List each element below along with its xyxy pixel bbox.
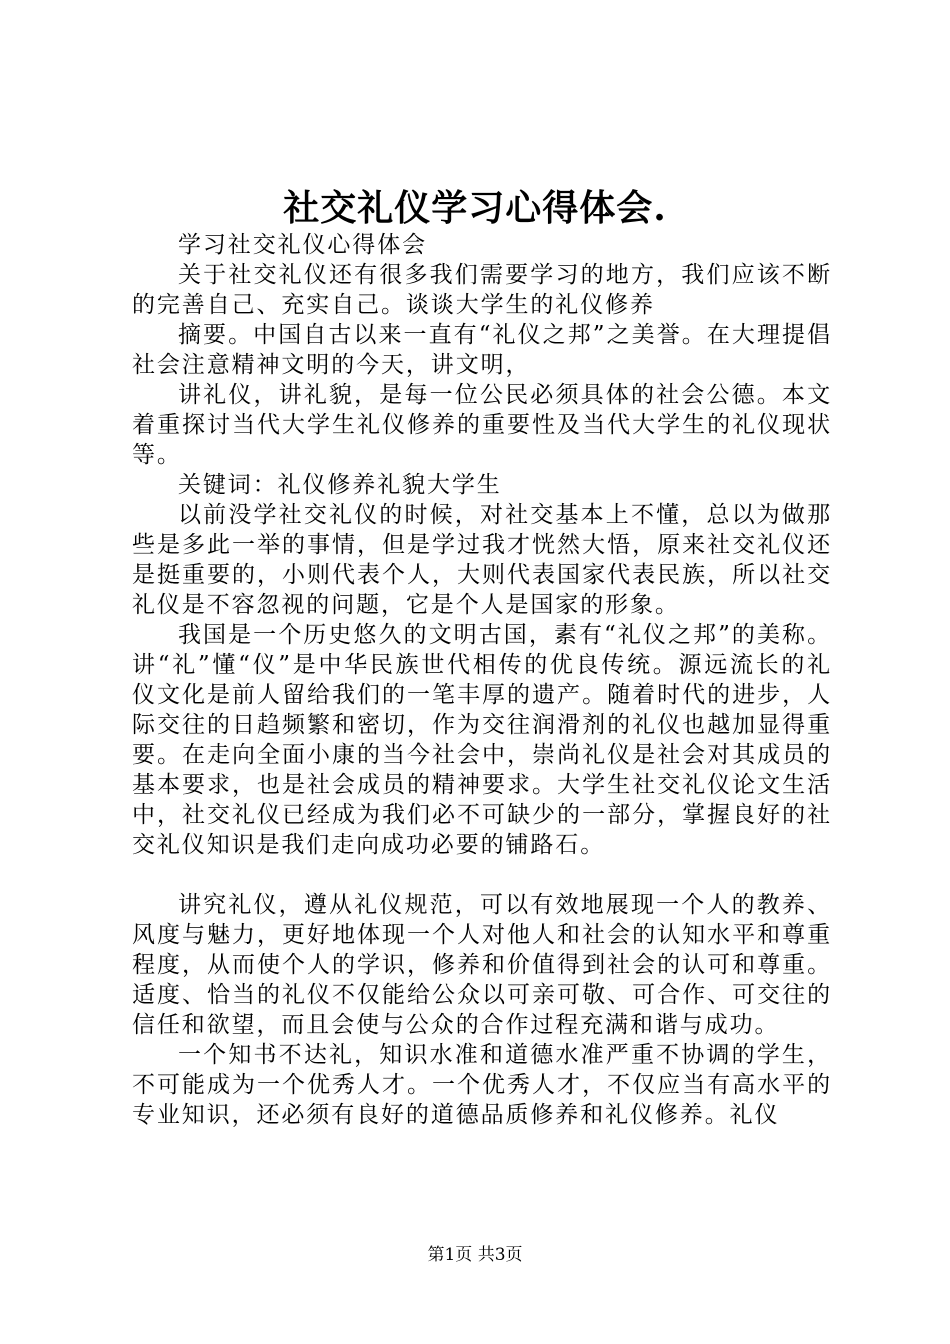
page-footer: 第1页 共3页 <box>427 1245 523 1265</box>
body-paragraph: 一个知书不达礼，知识水准和道德水准严重不协调的学生，不可能成为一个优秀人才。一个优秀人才，不仅应当有高水平的专业知识，还必须有良好的道德品质修养和礼仪修养。礼仪 <box>132 1042 832 1128</box>
body-paragraph: 我国是一个历史悠久的文明古国，素有“礼仪之邦”的美称。讲“礼”懂“仪”是中华民族世代相传的优良传统。源远流长的礼仪文化是前人留给我们的一笔丰厚的遗产。随着时代的进步，人际交往的日趋频繁和密切，作为交往润滑剂的礼仪也越加显得重要。在走向全面小康的当今社会中，崇尚礼仪是社会对其成员的基本要求，也是社会成员的精神要求。大学生社交礼仪论文生活中，社交礼仪已经成为我们必不可缺少的一部分，掌握良好的社交礼仪知识是我们走向成功必要的铺路石。 <box>132 622 832 858</box>
document-body <box>132 230 832 1130</box>
body-paragraph: 关于社交礼仪还有很多我们需要学习的地方，我们应该不断的完善自己、充实自己。谈谈大学生的礼仪修养 <box>132 262 832 318</box>
body-paragraph: 以前没学社交礼仪的时候，对社交基本上不懂，总以为做那些是多此一举的事情，但是学过我才恍然大悟，原来社交礼仪还是挺重要的，小则代表个人，大则代表国家代表民族，所以社交礼仪是不容忽视的问题，它是个人是国家的形象。 <box>132 502 832 618</box>
body-paragraph: 学习社交礼仪心得体会 <box>178 232 427 258</box>
body-paragraph: 讲礼仪，讲礼貌，是每一位公民必须具体的社会公德。本文着重探讨当代大学生礼仪修养的重要性及当代大学生的礼仪现状等。 <box>132 382 832 468</box>
document-title: 社交礼仪学习心得体会. <box>283 187 667 229</box>
body-paragraph: 摘要。中国自古以来一直有“礼仪之邦”之美誉。在大理提倡社会注意精神文明的今天，讲文明， <box>132 322 832 378</box>
body-paragraph: 讲究礼仪，遵从礼仪规范，可以有效地展现一个人的教养、风度与魅力，更好地体现一个人对他人和社会的认知水平和尊重程度，从而使个人的学识，修养和价值得到社会的认可和尊重。适度、恰当的礼仪不仅能给公众以可亲可敬、可合作、可交往的信任和欲望，而且会使与公众的合作过程充满和谐与成功。 <box>132 892 832 1038</box>
body-paragraph: 关键词：礼仪修养礼貌大学生 <box>178 472 502 498</box>
